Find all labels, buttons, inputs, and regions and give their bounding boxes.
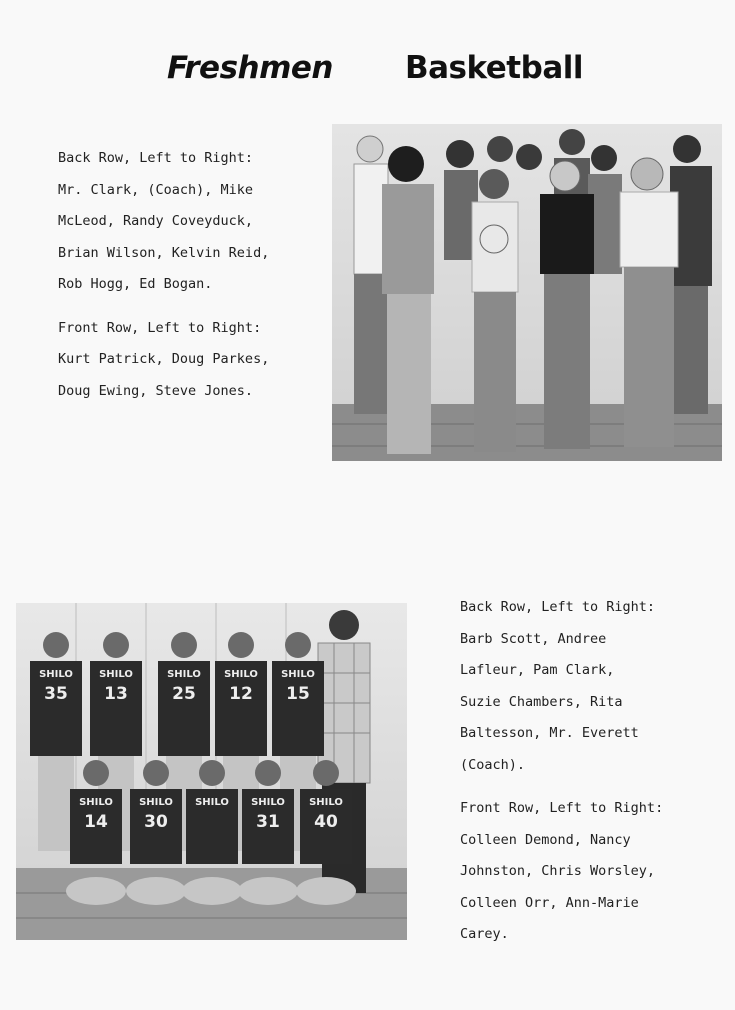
heading-basketball: Basketball (405, 50, 583, 86)
jersey-number: 35 (44, 684, 68, 704)
boys-back-row-line: McLeod, Randy Coveyduck, (58, 213, 254, 229)
jersey-text: SHILO (79, 797, 113, 808)
jersey-number: 40 (314, 812, 338, 832)
jersey-number: 31 (256, 812, 280, 832)
kneeling-legs (182, 877, 242, 905)
jersey-text: SHILO (139, 797, 173, 808)
jersey-text: SHILO (167, 669, 201, 680)
jersey-text: SHILO (224, 669, 258, 680)
girls-front-row-line: Colleen Orr, Ann-Marie (460, 894, 639, 911)
jersey-number: 13 (104, 684, 128, 704)
jersey-text: SHILO (281, 669, 315, 680)
girls-back-row-line: (Coach). (460, 756, 526, 773)
boys-front-row-line: Doug Ewing, Steve Jones. (58, 382, 254, 399)
girls-back-row-line: Baltesson, Mr. Everett (460, 725, 639, 741)
jersey-text: SHILO (39, 669, 73, 680)
jersey-number: 15 (286, 684, 310, 704)
girls-back-row-line: Barb Scott, Andree (460, 630, 607, 647)
jersey-number: 12 (229, 684, 253, 704)
boys-back-row-label: Back Row, Left to Right: (58, 150, 254, 166)
jersey-number: 30 (144, 812, 168, 832)
heading-freshmen: Freshmen (167, 50, 334, 86)
girls-front-row-line: Johnston, Chris Worsley, (460, 863, 656, 879)
boys-team-photo (332, 124, 722, 461)
girls-back-row-label: Back Row, Left to Right: (460, 599, 656, 615)
jersey-number: 25 (172, 684, 196, 704)
jersey-text: SHILO (99, 669, 133, 680)
girls-caption (460, 592, 663, 951)
kneeling-legs (238, 877, 298, 905)
kneeling-legs (296, 877, 356, 905)
kneeling-legs (66, 877, 126, 905)
girls-back-row-line: Suzie Chambers, Rita (460, 693, 623, 710)
boys-front-row-line: Kurt Patrick, Doug Parkes, (58, 351, 270, 367)
girls-front-row-label: Front Row, Left to Right: (460, 800, 664, 816)
jersey-number: 14 (84, 812, 108, 832)
jersey-text: SHILO (309, 797, 343, 808)
boys-back-row-line: Rob Hogg, Ed Bogan. (58, 276, 213, 292)
girls-back-row-line: Lafleur, Pam Clark, (460, 662, 615, 678)
boys-back-row-line: Mr. Clark, (Coach), Mike (58, 181, 254, 198)
jersey-text: SHILO (195, 797, 229, 808)
boys-front-row-label: Front Row, Left to Right: (58, 319, 262, 336)
girls-team-photo (16, 603, 407, 940)
girls-front-row-line: Carey. (460, 926, 509, 942)
boys-caption (58, 143, 269, 407)
kneeling-legs (126, 877, 186, 905)
girls-front-row-line: Colleen Demond, Nancy (460, 831, 631, 848)
boys-back-row-line: Brian Wilson, Kelvin Reid, (58, 244, 270, 261)
jersey-text: SHILO (251, 797, 285, 808)
